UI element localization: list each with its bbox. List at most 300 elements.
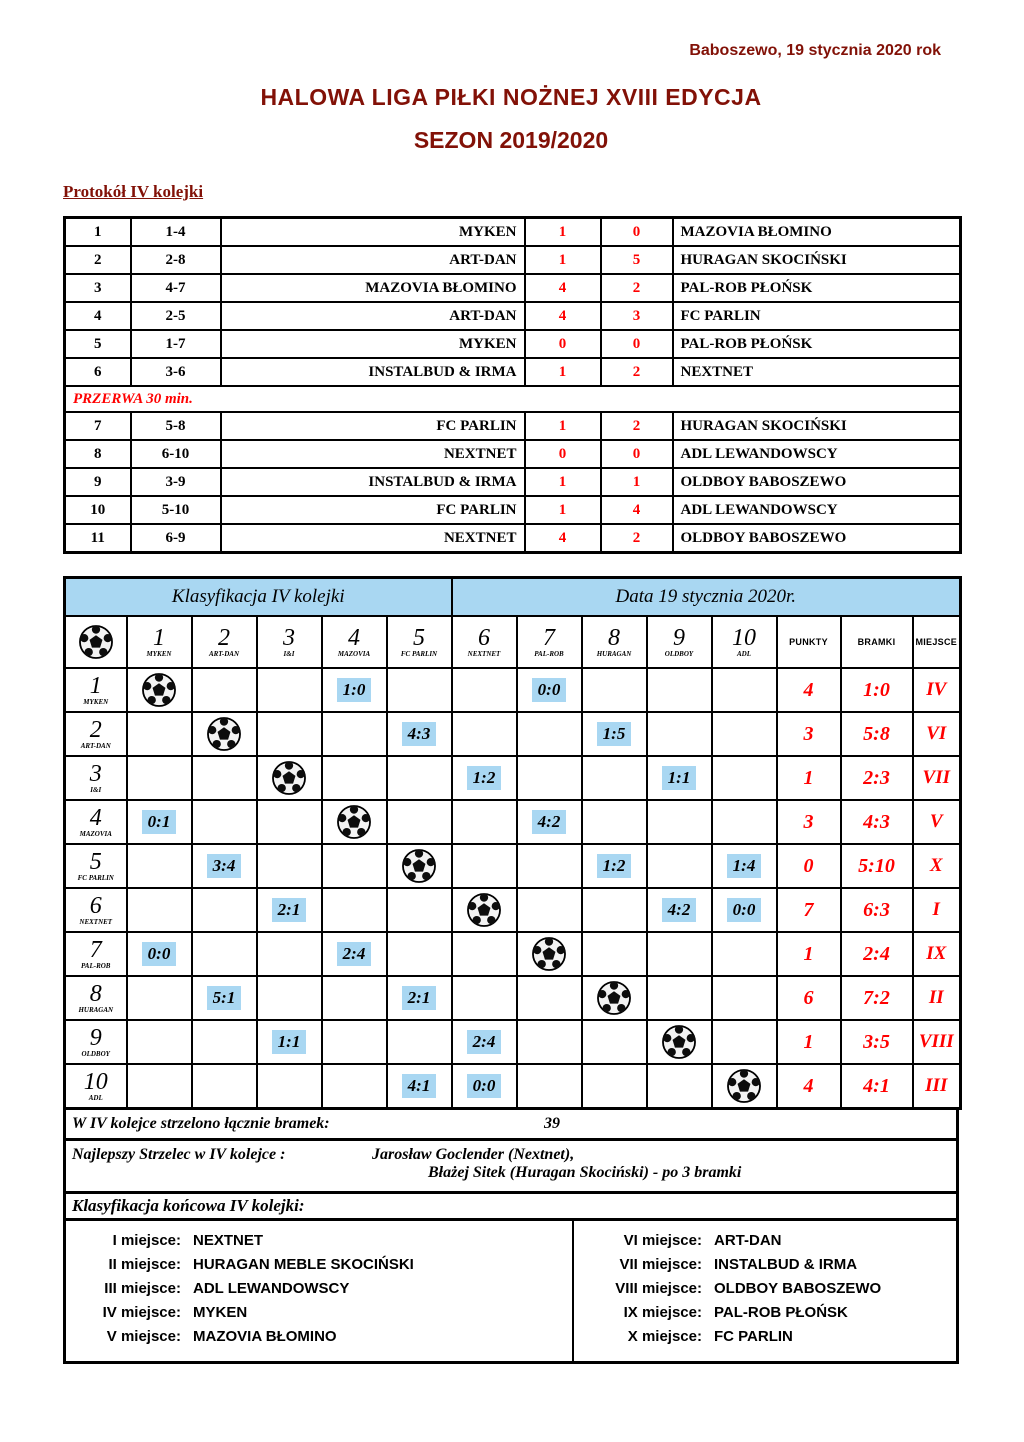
matrix-score-cell: [582, 712, 647, 756]
home-team: NEXTNET: [221, 440, 525, 468]
matrix-score-cell: [192, 844, 257, 888]
matrix-score-cell: [127, 888, 192, 932]
matrix-score-cell: [712, 1020, 777, 1064]
matrix-score-cell: [452, 756, 517, 800]
matrix-row: [65, 1064, 961, 1109]
diagonal-ball-cell: [517, 932, 582, 976]
diagonal-ball-cell: [127, 668, 192, 712]
matrix-score-cell: [712, 844, 777, 888]
soccer-ball-icon: [531, 936, 567, 972]
matrix-score-cell: [322, 1020, 387, 1064]
final-classification-item: [66, 1277, 572, 1301]
matrix-row: [65, 800, 961, 844]
diagonal-ball-cell: [322, 800, 387, 844]
team-number: 1: [89, 672, 102, 699]
team-abbrev: ADL: [88, 1093, 103, 1102]
team-abbrev: NEXTNET: [467, 649, 501, 658]
place-label: I miejsce:: [112, 1232, 181, 1249]
score-chip: 0:0: [727, 898, 762, 922]
score-chip: 5:1: [207, 986, 242, 1010]
matrix-score-cell: [322, 1064, 387, 1109]
home-score: 1: [525, 358, 601, 386]
matrix-score-cell: [322, 668, 387, 712]
score-chip: 4:3: [402, 722, 437, 746]
away-score: 1: [601, 468, 673, 496]
match-number: 8: [65, 440, 131, 468]
matrix-score-cell: [257, 888, 322, 932]
matrix-score-cell: [647, 668, 712, 712]
matrix-header-left: Klasyfikacja IV kolejki: [66, 579, 451, 615]
matrix-score-cell: [452, 932, 517, 976]
home-score: 1: [525, 496, 601, 524]
matrix-row-header: [65, 800, 127, 844]
home-team: NEXTNET: [221, 524, 525, 553]
team-number: 7: [89, 936, 102, 963]
match-number: 7: [65, 412, 131, 440]
home-score: 1: [525, 218, 601, 247]
team-number: 9: [673, 624, 685, 651]
place-label: VIII miejsce:: [615, 1280, 702, 1297]
soccer-ball-icon: [141, 672, 177, 708]
goals-value: 3:5: [841, 1020, 913, 1064]
team-abbrev: FC PARLIN: [400, 649, 438, 658]
matrix-header-band: [65, 578, 961, 617]
total-goals-label: W IV kolejce strzelono łącznie bramek:: [72, 1115, 330, 1132]
matrix-score-cell: [452, 1020, 517, 1064]
score-chip: 1:1: [662, 766, 697, 790]
place-label: V miejsce:: [106, 1328, 181, 1345]
team-number: 5: [413, 624, 425, 651]
home-score: 0: [525, 330, 601, 358]
date-line: Baboszewo, 19 stycznia 2020 rok: [689, 42, 941, 59]
matrix-score-cell: [582, 932, 647, 976]
matrix-column-header: [192, 616, 257, 668]
matrix-score-cell: [712, 932, 777, 976]
home-team: INSTALBUD & IRMA: [221, 358, 525, 386]
matrix-column-header: [322, 616, 387, 668]
page-subtitle: SEZON 2019/2020: [413, 127, 609, 153]
matrix-score-cell: [452, 976, 517, 1020]
team-abbrev: PAL-ROB: [534, 649, 564, 658]
away-score: 2: [601, 274, 673, 302]
matrix-score-cell: [712, 888, 777, 932]
away-team: ADL LEWANDOWSCY: [673, 496, 961, 524]
home-team: INSTALBUD & IRMA: [221, 468, 525, 496]
team-number: 2: [218, 624, 230, 651]
matrix-score-cell: [517, 888, 582, 932]
matrix-row-header: [65, 932, 127, 976]
final-classification-item: [66, 1253, 572, 1277]
score-chip: 2:4: [337, 942, 372, 966]
final-classification-item: [574, 1325, 956, 1349]
match-number: 3: [65, 274, 131, 302]
score-chip: 0:0: [467, 1074, 502, 1098]
score-chip: 1:1: [272, 1030, 307, 1054]
away-team: OLDBOY BABOSZEWO: [673, 468, 961, 496]
matrix-row: [65, 1020, 961, 1064]
place-value: VIII: [913, 1020, 961, 1064]
result-column-header: BRAMKI: [841, 616, 913, 668]
team-abbrev: ADL: [737, 649, 751, 658]
goals-value: 7:2: [841, 976, 913, 1020]
team-abbrev: ART-DAN: [80, 741, 111, 750]
score-chip: 1:0: [337, 678, 372, 702]
home-team: FC PARLIN: [221, 496, 525, 524]
matrix-score-cell: [127, 712, 192, 756]
points-value: 4: [777, 668, 841, 712]
matrix-row: [65, 712, 961, 756]
place-label: III miejsce:: [104, 1280, 181, 1297]
team-abbrev: MAZOVIA: [337, 649, 371, 658]
away-score: 4: [601, 496, 673, 524]
home-team: ART-DAN: [221, 302, 525, 330]
points-value: 1: [777, 756, 841, 800]
match-number: 5: [65, 330, 131, 358]
matrix-score-cell: [192, 800, 257, 844]
match-pairing: 5-8: [131, 412, 221, 440]
matrix-score-cell: [647, 1064, 712, 1109]
home-score: 1: [525, 246, 601, 274]
matrix-column-header: [712, 616, 777, 668]
matrix-score-cell: [322, 976, 387, 1020]
team-abbrev: NEXTNET: [79, 917, 113, 926]
matrix-header-left-cell: [65, 578, 452, 617]
team-name: INSTALBUD & IRMA: [714, 1256, 858, 1273]
matrix-column-header: [582, 616, 647, 668]
points-value: 3: [777, 712, 841, 756]
team-number: 7: [543, 624, 555, 651]
matrix-score-cell: [127, 932, 192, 976]
team-abbrev: FC PARLIN: [77, 873, 114, 882]
points-value: 3: [777, 800, 841, 844]
score-chip: 4:1: [402, 1074, 437, 1098]
matrix-score-cell: [452, 1064, 517, 1109]
matrix-column-header-row: [65, 616, 961, 668]
matrix-score-cell: [387, 932, 452, 976]
matrix-score-cell: [582, 800, 647, 844]
points-value: 1: [777, 932, 841, 976]
team-abbrev: MYKEN: [146, 649, 172, 658]
goals-value: 2:3: [841, 756, 913, 800]
matrix-score-cell: [647, 844, 712, 888]
matrix-score-cell: [192, 1020, 257, 1064]
matrix-score-cell: [127, 1064, 192, 1109]
match-row: [65, 358, 961, 386]
matrix-score-cell: [452, 800, 517, 844]
matrix-score-cell: [322, 932, 387, 976]
matrix-score-cell: [647, 888, 712, 932]
match-number: 1: [65, 218, 131, 247]
classification-matrix-table: [63, 576, 962, 1110]
protocol-results-table: [63, 216, 962, 554]
team-number: 10: [83, 1068, 108, 1095]
match-number: 9: [65, 468, 131, 496]
matrix-score-cell: [192, 888, 257, 932]
diagonal-ball-cell: [452, 888, 517, 932]
matrix-score-cell: [257, 668, 322, 712]
place-value: X: [913, 844, 961, 888]
away-team: ADL LEWANDOWSCY: [673, 440, 961, 468]
place-value: I: [913, 888, 961, 932]
team-number: 4: [348, 624, 360, 651]
match-number: 10: [65, 496, 131, 524]
match-pairing: 1-7: [131, 330, 221, 358]
match-row: [65, 302, 961, 330]
away-score: 2: [601, 358, 673, 386]
matrix-score-cell: [517, 756, 582, 800]
soccer-ball-icon: [466, 892, 502, 928]
place-value: V: [913, 800, 961, 844]
team-number: 5: [89, 848, 102, 875]
away-team: PAL-ROB PŁOŃSK: [673, 330, 961, 358]
matrix-score-cell: [387, 800, 452, 844]
matrix-score-cell: [192, 976, 257, 1020]
goals-value: 4:1: [841, 1064, 913, 1109]
team-number: 2: [89, 716, 102, 743]
matrix-score-cell: [387, 668, 452, 712]
result-column-header: PUNKTY: [777, 616, 841, 668]
team-abbrev: OLDBOY: [664, 649, 694, 658]
matrix-row-header: [65, 844, 127, 888]
diagonal-ball-cell: [387, 844, 452, 888]
match-row: [65, 524, 961, 553]
score-chip: 0:1: [142, 810, 177, 834]
match-pairing: 6-10: [131, 440, 221, 468]
match-pairing: 5-10: [131, 496, 221, 524]
team-name: PAL-ROB PŁOŃSK: [714, 1304, 848, 1321]
matrix-score-cell: [452, 712, 517, 756]
team-abbrev: ART-DAN: [208, 649, 240, 658]
match-row: [65, 330, 961, 358]
total-goals-value: 39: [544, 1115, 560, 1132]
away-score: 0: [601, 440, 673, 468]
matrix-score-cell: [387, 1064, 452, 1109]
matrix-score-cell: [712, 976, 777, 1020]
matrix-score-cell: [452, 844, 517, 888]
away-score: 0: [601, 218, 673, 247]
match-row: [65, 440, 961, 468]
final-classification-item: [66, 1301, 572, 1325]
team-name: FC PARLIN: [714, 1328, 793, 1345]
place-value: III: [913, 1064, 961, 1109]
matrix-score-cell: [192, 932, 257, 976]
home-score: 1: [525, 468, 601, 496]
score-chip: 3:4: [207, 854, 242, 878]
final-classification-box: [63, 1218, 959, 1364]
result-column-header: MIEJSCE: [913, 616, 961, 668]
goals-value: 4:3: [841, 800, 913, 844]
goals-value: 6:3: [841, 888, 913, 932]
soccer-ball-icon: [206, 716, 242, 752]
matrix-row-header: [65, 888, 127, 932]
matrix-row: [65, 756, 961, 800]
match-number: 11: [65, 524, 131, 553]
matrix-score-cell: [387, 976, 452, 1020]
team-abbrev: OLDBOY: [81, 1049, 110, 1058]
team-abbrev: MAZOVIA: [79, 829, 112, 838]
match-pairing: 2-5: [131, 302, 221, 330]
team-number: 6: [478, 624, 490, 651]
home-score: 0: [525, 440, 601, 468]
matrix-row-header: [65, 1064, 127, 1109]
matrix-score-cell: [517, 1020, 582, 1064]
match-pairing: 4-7: [131, 274, 221, 302]
matrix-score-cell: [647, 932, 712, 976]
away-team: MAZOVIA BŁOMINO: [673, 218, 961, 247]
matrix-score-cell: [322, 844, 387, 888]
score-chip: 4:2: [532, 810, 567, 834]
match-pairing: 3-9: [131, 468, 221, 496]
team-name: ADL LEWANDOWSCY: [193, 1280, 350, 1297]
team-number: 6: [89, 892, 102, 919]
protocol-heading: Protokół IV kolejki: [63, 182, 204, 201]
team-abbrev: HURAGAN: [78, 1005, 114, 1014]
home-score: 1: [525, 412, 601, 440]
match-row: [65, 412, 961, 440]
matrix-column-header: [257, 616, 322, 668]
place-value: VI: [913, 712, 961, 756]
matrix-column-header: [387, 616, 452, 668]
team-name: ART-DAN: [714, 1232, 782, 1249]
goals-value: 1:0: [841, 668, 913, 712]
top-scorer-line2: Błażej Sitek (Huragan Skociński) - po 3 bramki: [428, 1164, 742, 1181]
matrix-score-cell: [387, 756, 452, 800]
match-pairing: 6-9: [131, 524, 221, 553]
team-abbrev: PAL-ROB: [81, 961, 111, 970]
matrix-score-cell: [582, 888, 647, 932]
diagonal-ball-cell: [582, 976, 647, 1020]
matrix-row-header: [65, 712, 127, 756]
matrix-score-cell: [257, 800, 322, 844]
match-pairing: 3-6: [131, 358, 221, 386]
soccer-ball-icon: [661, 1024, 697, 1060]
matrix-score-cell: [127, 976, 192, 1020]
matrix-corner-ball-cell: [65, 616, 127, 668]
matrix-row: [65, 844, 961, 888]
matrix-score-cell: [257, 712, 322, 756]
away-team: OLDBOY BABOSZEWO: [673, 524, 961, 553]
team-name: MAZOVIA BŁOMINO: [193, 1328, 337, 1345]
points-value: 6: [777, 976, 841, 1020]
matrix-score-cell: [582, 1020, 647, 1064]
score-chip: 2:4: [467, 1030, 502, 1054]
away-team: NEXTNET: [673, 358, 961, 386]
matrix-header-right-cell: [452, 578, 961, 617]
final-classification-item: [66, 1325, 572, 1349]
place-label: IV miejsce:: [102, 1304, 181, 1321]
place-value: IX: [913, 932, 961, 976]
points-value: 1: [777, 1020, 841, 1064]
matrix-score-cell: [192, 756, 257, 800]
final-classification-item: [66, 1229, 572, 1253]
soccer-ball-icon: [336, 804, 372, 840]
team-abbrev: I&I: [283, 649, 295, 658]
points-value: 0: [777, 844, 841, 888]
score-chip: 4:2: [662, 898, 697, 922]
top-scorer-label: Najlepszy Strzelec w IV kolejce :: [72, 1146, 286, 1163]
matrix-score-cell: [452, 668, 517, 712]
home-team: FC PARLIN: [221, 412, 525, 440]
matrix-score-cell: [127, 800, 192, 844]
place-label: VII miejsce:: [619, 1256, 702, 1273]
matrix-score-cell: [712, 668, 777, 712]
matrix-score-cell: [127, 844, 192, 888]
match-number: 2: [65, 246, 131, 274]
place-value: IV: [913, 668, 961, 712]
matrix-row-header: [65, 756, 127, 800]
home-score: 4: [525, 524, 601, 553]
document-page: [63, 0, 959, 1364]
match-row: [65, 218, 961, 247]
matrix-score-cell: [127, 756, 192, 800]
home-score: 4: [525, 302, 601, 330]
goals-value: 5:10: [841, 844, 913, 888]
page-title: HALOWA LIGA PIŁKI NOŻNEJ XVIII EDYCJA: [260, 84, 762, 110]
matrix-score-cell: [127, 1020, 192, 1064]
away-team: PAL-ROB PŁOŃSK: [673, 274, 961, 302]
away-team: HURAGAN SKOCIŃSKI: [673, 412, 961, 440]
matrix-score-cell: [647, 800, 712, 844]
match-row: [65, 468, 961, 496]
final-classification-left-column: [66, 1221, 574, 1361]
break-label: PRZERWA 30 min.: [65, 386, 961, 412]
matrix-score-cell: [192, 668, 257, 712]
diagonal-ball-cell: [647, 1020, 712, 1064]
top-scorer-row: [63, 1138, 959, 1194]
matrix-score-cell: [712, 756, 777, 800]
matrix-score-cell: [192, 1064, 257, 1109]
matrix-column-header: [647, 616, 712, 668]
final-classification-item: [574, 1229, 956, 1253]
team-name: NEXTNET: [193, 1232, 264, 1249]
team-name: HURAGAN MEBLE SKOCIŃSKI: [193, 1256, 414, 1273]
matrix-score-cell: [647, 756, 712, 800]
matrix-column-header: [127, 616, 192, 668]
matrix-score-cell: [517, 844, 582, 888]
matrix-row: [65, 888, 961, 932]
matrix-row: [65, 932, 961, 976]
away-score: 2: [601, 524, 673, 553]
team-number: 9: [89, 1024, 102, 1051]
goals-value: 2:4: [841, 932, 913, 976]
away-score: 2: [601, 412, 673, 440]
soccer-ball-icon: [78, 624, 114, 660]
place-label: IX miejsce:: [623, 1304, 702, 1321]
score-chip: 1:5: [597, 722, 632, 746]
matrix-score-cell: [387, 712, 452, 756]
team-number: 8: [89, 980, 102, 1007]
matrix-score-cell: [322, 756, 387, 800]
matrix-score-cell: [322, 712, 387, 756]
matrix-score-cell: [257, 1020, 322, 1064]
matrix-row-header: [65, 668, 127, 712]
matrix-score-cell: [712, 800, 777, 844]
points-value: 7: [777, 888, 841, 932]
score-chip: 1:2: [467, 766, 502, 790]
final-classification-right-column: [574, 1221, 956, 1361]
top-scorer-names: [372, 1146, 741, 1182]
score-chip: 1:4: [727, 854, 762, 878]
matrix-score-cell: [387, 888, 452, 932]
home-score: 4: [525, 274, 601, 302]
matrix-score-cell: [517, 976, 582, 1020]
team-name: OLDBOY BABOSZEWO: [714, 1280, 882, 1297]
matrix-column-header: [452, 616, 517, 668]
match-number: 4: [65, 302, 131, 330]
place-value: II: [913, 976, 961, 1020]
team-abbrev: MYKEN: [83, 697, 109, 706]
matrix-score-cell: [517, 712, 582, 756]
